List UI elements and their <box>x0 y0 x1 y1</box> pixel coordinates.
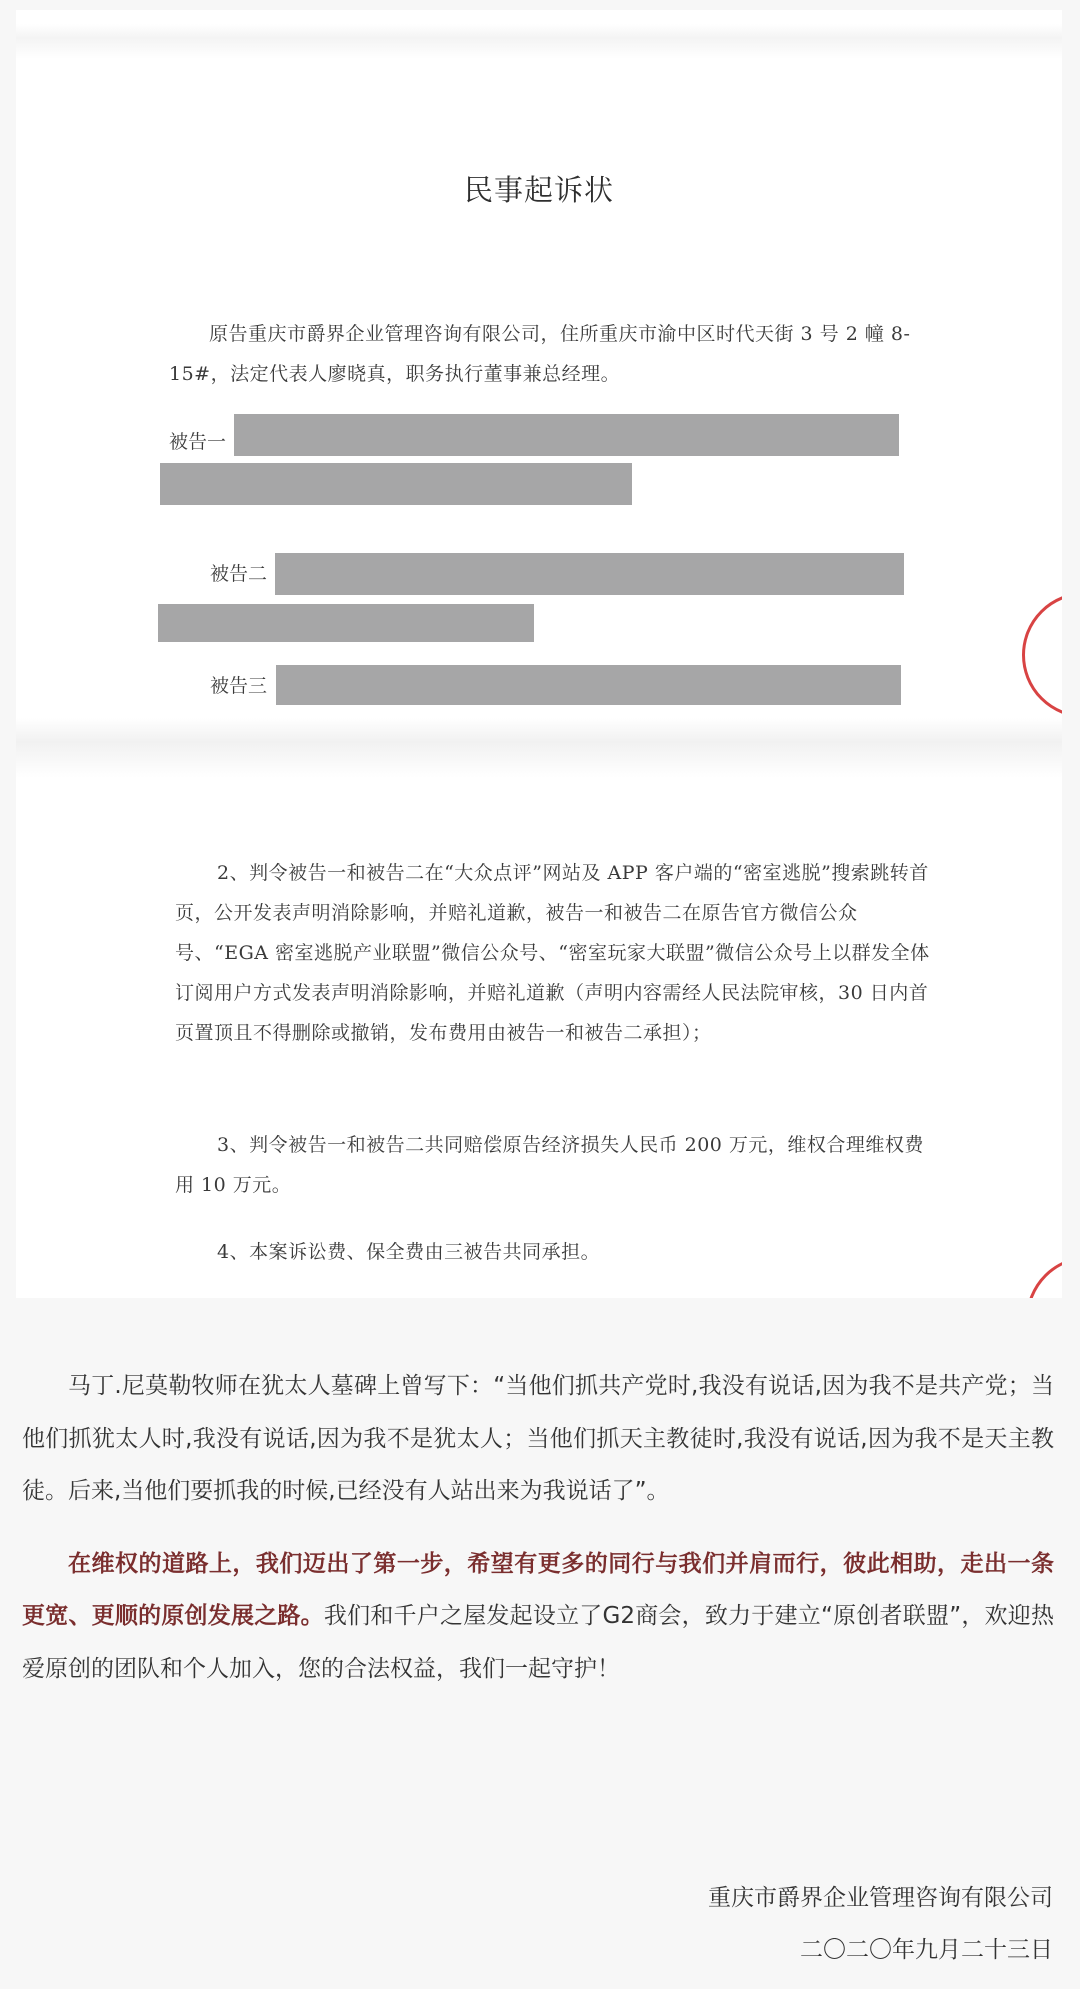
claim-2: 2、判令被告一和被告二在“大众点评”网站及 APP 客户端的“密室逃脱”搜索跳转首页，公开发表声明消除影响，并赔礼道歉，被告一和被告二在原告官方微信公众号、“EGA 密室逃脱产业联盟”微信公众号、“密室玩家大联盟”微信公众号上以群发全体订阅用户方式发表声明消除影响，并赔礼道歉（声明内容需经人民法院审核，30 日内首页置顶且不得删除或撤销，发布费用由被告一和被告二承担）； <box>175 862 930 1044</box>
lawsuit-document-image <box>16 10 1062 1298</box>
article-paragraph-2 <box>22 1538 1054 1696</box>
document-title: 民事起诉状 <box>463 173 614 207</box>
redaction-block <box>234 414 899 456</box>
signature-date: 二〇二〇年九月二十三日 <box>800 1937 1053 1963</box>
redaction-block <box>276 665 901 705</box>
claim-3: 3、判令被告一和被告二共同赔偿原告经济损失人民币 200 万元，维权合理维权费用 10 万元。 <box>175 1134 924 1196</box>
article-body <box>22 1360 1054 1695</box>
redaction-block <box>160 463 632 505</box>
defendant-1-label: 被告一 <box>169 431 227 453</box>
article-emphasis: 在维权的道路上，我们迈出了第一步，希望有更多的同行与我们并肩而行，彼此相助，走出一条更宽、更顺的原创发展之路。 <box>22 1550 1054 1629</box>
redaction-block <box>275 553 904 595</box>
redaction-block <box>158 604 534 642</box>
signature-company: 重庆市爵界企业管理咨询有限公司 <box>708 1885 1053 1911</box>
article-paragraph-2-rest: 我们和千户之屋发起设立了G2商会，致力于建立“原创者联盟”，欢迎热爱原创的团队和个人加入，您的合法权益，我们一起守护！ <box>22 1603 1054 1682</box>
red-seal-stamp <box>1022 592 1062 718</box>
red-seal-stamp <box>1026 1256 1062 1298</box>
document-fold-strip <box>16 718 1062 778</box>
document-top-strip <box>16 10 1062 80</box>
signature-block <box>453 1872 1053 1976</box>
defendant-2-label: 被告二 <box>210 563 268 585</box>
defendant-3-label: 被告三 <box>210 675 268 697</box>
claim-4: 4、本案诉讼费、保全费由三被告共同承担。 <box>217 1241 601 1263</box>
article-paragraph-1: 马丁.尼莫勒牧师在犹太人墓碑上曾写下：“当他们抓共产党时,我没有说话,因为我不是共产党；当他们抓犹太人时,我没有说话,因为我不是犹太人；当他们抓天主教徒时,我没有说话,因为我不是天主教徒。后来,当他们要抓我的时候,已经没有人站出来为我说话了”。 <box>22 1373 1054 1504</box>
plaintiff-paragraph: 原告重庆市爵界企业管理咨询有限公司，住所重庆市渝中区时代天街 3 号 2 幢 8-15#，法定代表人廖晓真，职务执行董事兼总经理。 <box>169 323 911 385</box>
